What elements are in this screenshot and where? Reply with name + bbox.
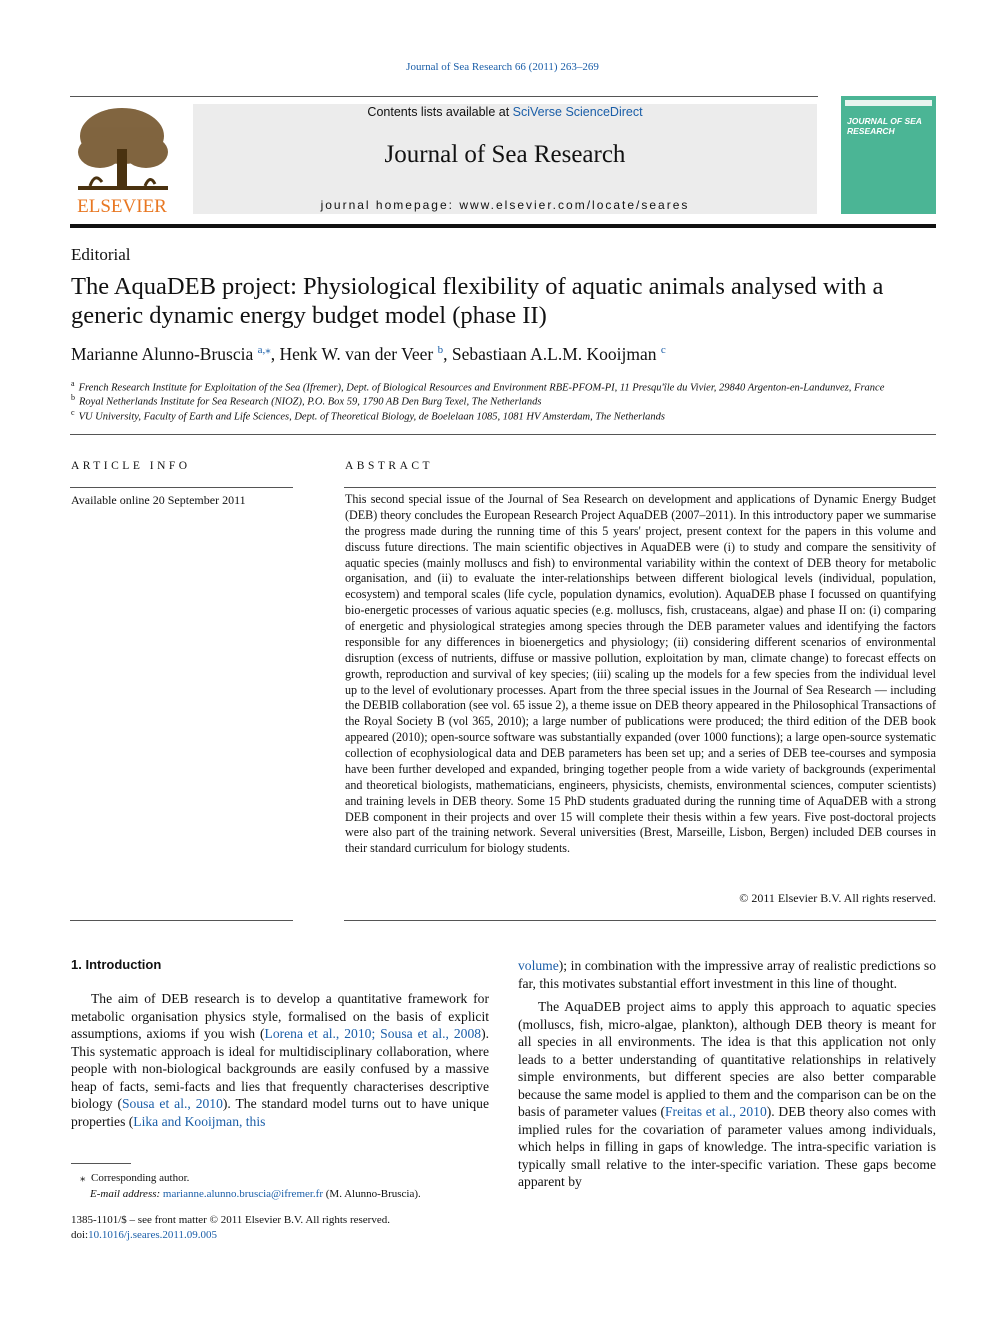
body-column-left [71,990,489,1130]
abstract-text: This second special issue of the Journal of Sea Research on development and applications of Dynamic Energy Budget (DEB) theory concludes the European Research Project AquaDEB (2007–2011). In this introductory paper we summarise the progress made during the running time of this 5 years' project, present context for the papers in this volume and discuss future directions. The main scientific objectives in AquaDEB were (i) to study and compare the sensitivity of aquatic species (mainly molluscs and fish) to environmental variability within the context of DEB theory for metabolic organisation, and (ii) to evaluate the inter-relationships between different biological levels (individual, population, ecosystem) and temporal scales (life cycle, population dynamics, evolution). AquaDEB phase I focussed on quantifying bio-energetic processes of various aquatic species (e.g. molluscs, fish, crustaceans, algae) and phase II on: (i) comparing of energetic and physiological strategies among species through the DEB parameter values and identifying the factors responsible for any differences in bioenergetics and physiology; (ii) considering different scenarios of environmental disruption (excess of nutrients, diffuse or massive pollution, exploitation by man, climate change) to forecast effects on growth, reproduction and survival of key species; (iii) scaling up the models for a few species from the individual level up to the level of evolutionary processes. Apart from the three special issues in the Journal of Sea Research — including the DEBIB collaboration (see vol. 65 issue 2), a theme issue on DEB theory appeared in the Philosophical Transactions of the Royal Society B (vol 365, 2010); a large number of publications were produced; the third edition of the DEB book appeared (2010); open-source software was substantially expanded (over 1000 functions); a large open-source systematic collection of ecophysiological data and DEB parameters has been set up; and a series of DEB tee-courses and symposia have been further developed and expanded, bringing together people from a wide variety of backgrounds (experimental and theoretical biologists, mathematicians, engineers, physicists, chemists, environmental sciences, computer scientists) and training levels in DEB theory. Some 15 PhD students graduated during the running time of AquaDEB with a strong DEB component in their projects and over 15 will complete their thesis within a few years. Five post-doctoral projects were also part of the training network. Several universities (Brest, Marseille, Lisbon, Bergen) included DEB courses in their standard curriculum for biology students. [345,492,936,856]
contents-line [193,105,817,119]
journal-title: Journal of Sea Research [384,141,626,168]
masthead-rule [70,96,818,97]
body-text: The AquaDEB project aims to apply this approach to aquatic species (molluscs, fish, micro-algae, plankton), although DEB theory is meant for all species in all environments. The idea is that this application not only leads to a better understanding of quantitative relationships in relatively simple environments, but different species are also better comparable because the same model is applied to them and the comparison can be on the basis of parameter values ( [518,999,936,1119]
elsevier-logo [70,104,175,216]
body-text: ). DEB theory also comes with implied rules for the covariation of parameter values among individuals, which helps in filling in gaps of knowledge. The intra-specific variation is typically small relative to the inter-specific variation. These gaps become apparent by [518,1104,936,1189]
affiliation-mark: c [71,408,75,417]
homepage-url[interactable]: www.elsevier.com/locate/seares [459,198,690,212]
author-marks[interactable]: b [437,344,444,356]
citation-link[interactable]: Sousa et al., 2010 [122,1096,223,1111]
body-text: ); in combination with the impressive array of realistic predictions so far, this motivates substantial effort investment in this line of thought. [518,958,936,991]
affiliation-mark: b [71,393,75,402]
section-divider [70,434,936,435]
journal-homepage[interactable] [193,198,817,212]
author-name[interactable]: Sebastiaan A.L.M. Kooijman [451,343,657,364]
available-online: Available online 20 September 2011 [71,493,246,507]
citation-link[interactable]: Journal of Sea Research 66 (2011) 263–269 [406,61,599,73]
author-name[interactable]: Henk W. van der Veer [279,343,434,364]
body-column-right [518,957,936,1191]
doi-link[interactable]: 10.1016/j.seares.2011.09.005 [88,1229,217,1241]
footnote-rule [71,1163,131,1164]
affiliation [71,406,941,425]
copyright: © 2011 Elsevier B.V. All rights reserved. [739,891,936,905]
citation-link[interactable]: volume [518,958,559,973]
info-bottom-rule [70,920,293,921]
abstract-bottom-rule [344,920,936,921]
section-heading: 1. Introduction [71,957,162,972]
abstract-heading: ABSTRACT [345,460,434,472]
author-list: Marianne Alunno-Bruscia $^{a,⁎}$, Henk W. van der Veer $^b$, Sebastiaan A.L.M. Kooijman $^c$ [71,343,666,364]
doi-label: doi: [71,1229,89,1241]
abstract-rule [344,487,936,488]
article-info-heading: ARTICLE INFO [71,460,191,472]
publisher-wordmark: ELSEVIER [77,196,167,216]
body-text: The aim of DEB research is to develop a quantitative framework for metabolic organisation physics style, formalised on the basis of explicit assumptions, axioms if you wish ( [71,991,489,1041]
citation-link[interactable]: Lorena et al., 2010; Sousa et al., 2008 [264,1026,482,1041]
info-rule [70,487,293,488]
email-name: (M. Alunno-Bruscia). [325,1188,421,1200]
footnote [80,1170,421,1202]
affiliation-text: French Research Institute for Exploitation of the Sea (Ifremer), Dept. of Biological Resources and Environment RBE-PFOM-PI, 11 Presqu'île du Vivier, 29840 Argenton-en-Landunvez, France [78,382,885,394]
footnote-mark: ⁎ [80,1172,86,1184]
author-marks[interactable]: a,⁎ [257,344,271,356]
citation-link[interactable]: Lika and Kooijman, this [133,1113,266,1129]
cover-title: JOURNAL OF SEA RESEARCH [847,116,922,136]
front-matter [71,1213,390,1243]
email-link[interactable]: marianne.alunno.bruscia@ifremer.fr [162,1188,324,1200]
affiliation-text: Royal Netherlands Institute for Sea Research (NIOZ), P.O. Box 59, 1790 AB Den Burg Texel, The Netherlands [79,396,542,408]
body-text: ). This systematic approach is ideal for multidisciplinary collaboration, where people with non-biological backgrounds are easily confused by a massive heap of facts, semi-facts and lies that frequently characterises descriptive biology ( [71,1026,490,1111]
email-label: E-mail address: [90,1188,161,1200]
affiliation-mark: a [71,379,75,388]
citation-link[interactable]: Freitas et al., 2010 [664,1104,767,1119]
header-divider [70,224,936,228]
contents-prefix: Contents lists available at [367,105,513,119]
homepage-prefix: journal homepage: [320,198,460,212]
author-name[interactable]: Marianne Alunno-Bruscia [71,343,254,364]
affiliation-text: VU University, Faculty of Earth and Life Sciences, Dept. of Theoretical Biology, de Boelelaan 1085, 1081 HV Amsterdam, The Netherlands [78,411,666,423]
journal-cover [841,96,936,214]
journal-citation[interactable] [0,61,992,73]
footnote-text: Corresponding author. [91,1172,190,1184]
body-text: ). The standard model turns out to have unique properties ( [71,1096,489,1129]
issn-line: 1385-1101/$ – see front matter © 2011 Elsevier B.V. All rights reserved. [71,1214,390,1226]
sciencedirect-link[interactable]: SciVerse ScienceDirect [512,105,643,119]
article-title: The AquaDEB project: Physiological flexibility of aquatic animals analysed with a generic dynamic energy budget model (phase II) [71,273,884,329]
article-category: Editorial [71,245,131,264]
author-marks[interactable]: c [660,344,666,356]
